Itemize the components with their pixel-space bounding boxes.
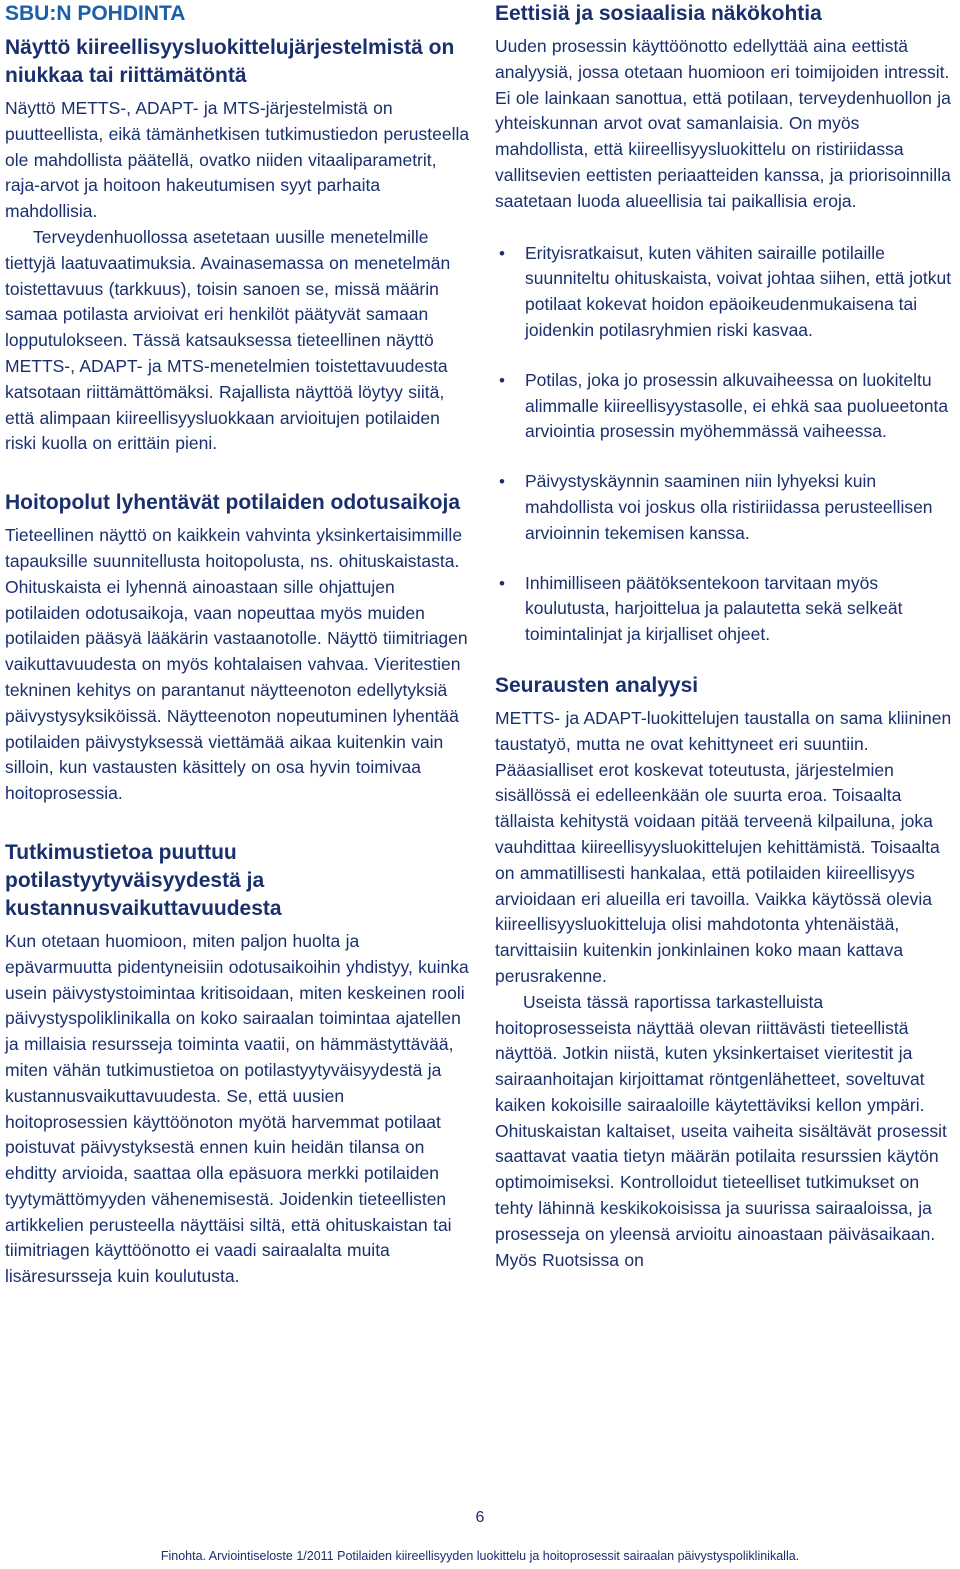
list-item: • Potilas, joka jo prosessin alkuvaiheessa on luokiteltu alimmalle kiireellisyystasolle, ei ehkä saa puolueetonta arviointia prosessin myöhemmässä vaiheessa.	[499, 369, 949, 442]
paragraph-consequences-2: Useista tässä raportissa tarkastelluista hoitoprosesseista näyttää olevan riittävästi tieteellistä näyttöä. Jotkin niistä, kuten yksinkertaiset vieritestit ja sairaanhoitajan kirjoittamat röntgenlähetteet, soveltuvat kaiken kokoisille sairaaloille käytettäviksi kellon ympäri. Ohituskaistan kaltaiset, useita vaiheita sisältävät prosessit saattavat vaatia tietyn määrän potilaita resurssien käytön optimoimiseksi. Kontrolloidut tieteelliset tutkimukset on tehty lähinnä keskikokoisissa ja suurissa sairaaloissa, ja prosesseja on yleensä arvioitu ainoastaan päiväsaikaan. Myös Ruotsissa on	[495, 991, 947, 1270]
bullet-icon: •	[499, 370, 505, 390]
heading-research-lacking: Tutkimustietoa puuttuu potilastyytyväisyydestä ja kustannusvaikuttavuudesta	[5, 840, 282, 920]
heading-ethics: Eettisiä ja sosiaalisia näkökohtia	[495, 2, 822, 25]
section-label: SBU:N POHDINTA	[5, 2, 186, 25]
paragraph-care-pathways: Tieteellinen näyttö on kaikkein vahvinta yksinkertaisimmille tapauksille suunnitellusta hoitopolusta, ns. ohituskaistasta. Ohituskaista ei lyhennä ainoastaan sille ohjattujen potilaiden odotusaikoja, vaan nopeuttaa myös muiden potilaiden pääsyä lääkärin vastaanotolle. Näyttö tiimitriagen vaikuttavuudesta on myös kohtalaisen vahvaa. Vieritestien tekninen kehitys on parantanut näytteenoton edellytyksiä päivystysyksiköissä. Näytteenoton nopeutuminen lyhentää potilaiden päivystyksessä viettämää aikaa kuitenkin vain silloin, kun vastausten käsittely on osa hyvin toimivaa hoitoprosessia.	[5, 525, 468, 804]
paragraph-ethics: Uuden prosessin käyttöönotto edellyttää aina eettistä analyysiä, jossa otetaan huomioon eri toimijoiden intressit. Ei ole lainkaan sanottua, että potilaan, terveydenhuollon ja yhteiskunnan arvot ovat samanlaisia. On myös mahdollista, että kiireellisyysluokittelu on ristiriidassa vallitsevien eettisten periaatteiden kanssa, ja priorisoinnilla saatetaan luoda alueellisia tai paikallisia eroja.	[495, 36, 951, 211]
right-column	[495, 0, 955, 1273]
heading-consequences: Seurausten analyysi	[495, 673, 699, 697]
paragraph-research-lacking: Kun otetaan huomioon, miten paljon huolta ja epävarmuutta pidentyneisiin odotusaikoihin yhdistyy, kuinka usein päivystystoimintaa kritisoidaan, miten keskeinen rooli päivystyspoliklinikalla on koko sairaalan toimintaa ajatellen ja millaisia resursseja toiminta vaatii, on hämmästyttävää, miten vähän tutkimustietoa on potilastyytyväisyydestä ja kustannusvaikuttavuudesta. Se, että uusien hoitoprosessien käyttöönoton myötä harvemmat potilaat poistuvat päivystyksestä ennen kuin heidän tilansa on ehditty arvioida, saattaa olla epäsuora merkki potilaiden tyytymättömyyden vähenemisestä. Joidenkin tieteellisten artikkelien perusteella näyttäisi siltä, että ohituskaistan tai tiimitriagen käyttöönotto ei vaadi sairaalalta muita lisäresursseja kuin koulutusta.	[5, 930, 469, 1287]
paragraph-evidence-1: Näyttö METTS-, ADAPT- ja MTS-järjestelmistä on puutteellista, eikä tämänhetkisen tutkimustiedon perusteella ole mahdollista päätellä, ovatko niiden vitaaliparametrit, raja-arvot ja hoitoon hakeutumisen syyt parhaita mahdollisia.	[5, 98, 470, 222]
bullet-icon: •	[499, 243, 505, 263]
left-column	[5, 0, 470, 1290]
heading-care-pathways: Hoitopolut lyhentävät potilaiden odotusaikoja	[5, 491, 461, 515]
list-item: • Inhimilliseen päätöksentekoon tarvitaan myös koulutusta, harjoittelua ja palautetta sekä selkeät toimintalinjat ja kirjalliset ohjeet.	[499, 572, 903, 645]
paragraph-consequences-1: METTS- ja ADAPT-luokittelujen taustalla on sama kliininen taustatyö, mutta ne ovat kehittyneet eri suuntiin. Pääasialliset erot koskevat toteutusta, järjestelmien sisällössä ei edelleenkään ole suurta eroa. Toisaalta tällaista kehitystä voidaan pitää terveenä kilpailuna, joka vauhdittaa kiireellisyysluokittelujen kehittämistä. Toisaalta on ammatillisesti hankalaa, että potilaiden kiireellisyys arvioidaan eri alueilla eri tavoilla. Vaikka käytössä olevia kiireellisyysluokitteluja olisi mahdotonta yhtenäistää, tarvittaisiin kuitenkin jonkinlainen koko maan kattava perusrakenne.	[495, 707, 952, 986]
ethics-bullet-list	[495, 241, 955, 648]
bullet-icon: •	[499, 573, 505, 593]
bullet-icon: •	[499, 472, 505, 492]
list-item: • Päivystyskäynnin saaminen niin lyhyeksi kuin mahdollista voi joskus olla ristiriidassa perusteellisen arvioinnin tekemisen kanssa.	[499, 471, 933, 543]
page-number: 6	[475, 1509, 485, 1526]
heading-evidence-scarce: Näyttö kiireellisyysluokittelujärjestelmistä on niukkaa tai riittämätöntä	[5, 36, 455, 87]
paragraph-evidence-2: Terveydenhuollossa asetetaan uusille menetelmille tiettyjä laatuvaatimuksia. Avainasemassa on menetelmän toistettavuus (tarkkuus), toisin sanoen se, missä määrin samaa potilasta arvioivat eri henkilöt päätyvät samaan lopputulokseen. Tässä katsauksessa tieteellinen näyttö METTS-, ADAPT- ja MTS-menetelmien toistettavuudesta katsotaan riittämättömäksi. Rajallista näyttöä löytyy siitä, että alimpaan kiireellisyysluokkaan arvioitujen potilaiden riski kuolla on erittäin pieni.	[5, 226, 451, 454]
list-item: • Erityisratkaisut, kuten vähiten sairaille potilaille suunniteltu ohituskaista, voivat johtaa siihen, että jotkut potilaat kokevat hoidon epäoikeudenmukaisena tai joidenkin potilasryhmien riski kasvaa.	[499, 242, 952, 340]
page-footer: Finohta. Arviointiseloste 1/2011 Potilaiden kiireellisyyden luokittelu ja hoitoprosessit sairaalan päivystyspoliklinikalla.	[160, 1549, 800, 1563]
